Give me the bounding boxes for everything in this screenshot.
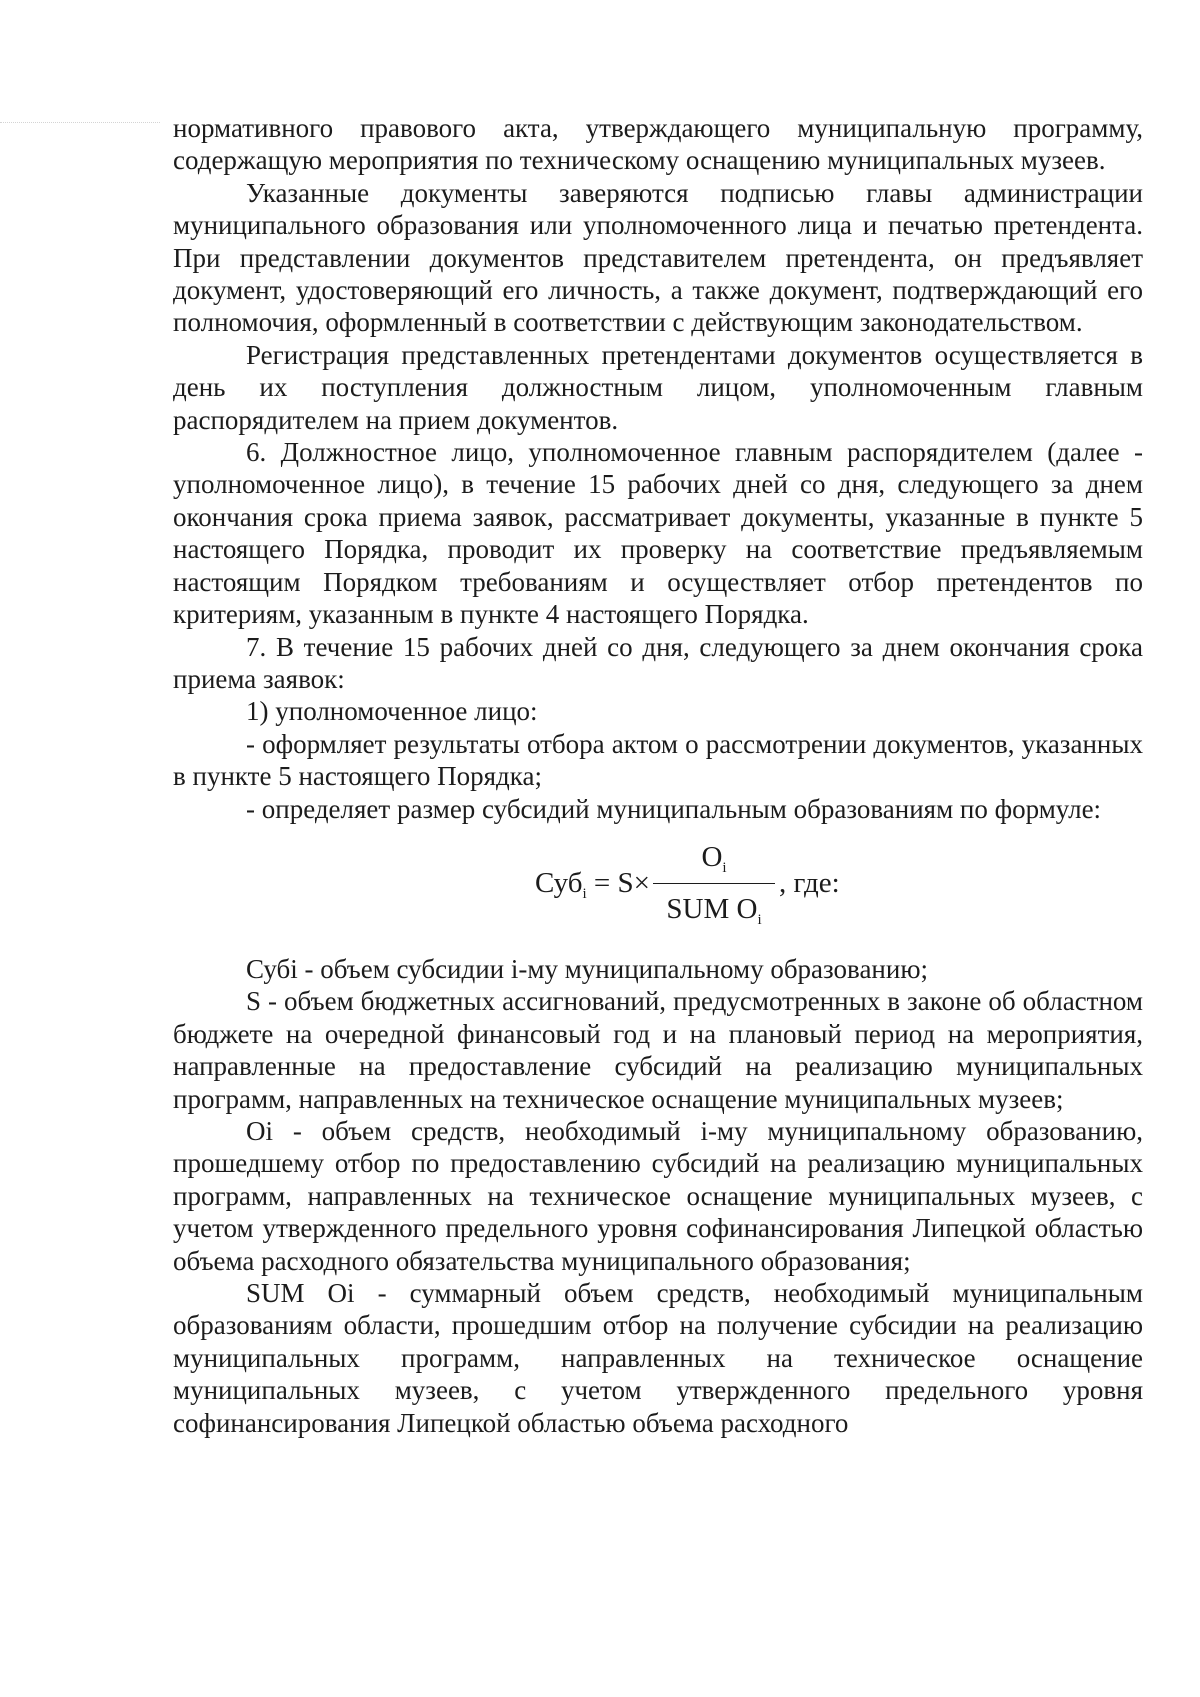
paragraph: 6. Должностное лицо, уполномоченное главным распорядителем (далее - уполномоченное лицо), в течение 15 рабочих дней со дня, следующего за днем окончания срока приема заявок, рассматривает документы, указанные в пункте 5 настоящего Порядка, проводит их проверку на соответствие предъявляемым настоящим Порядком требованиям и осуществляет отбор претендентов по критериям, указанным в пункте 4 настоящего Порядка. [173, 437, 1143, 630]
formula-denominator-symbol: SUM O [666, 892, 758, 925]
formula-equals-s: = S× [586, 866, 651, 899]
paragraph: Регистрация представленных претендентами документов осуществляется в день их поступления должностным лицом, уполномоченным главным распорядителем на прием документов. [173, 339, 1143, 435]
paragraph: 7. В течение 15 рабочих дней со дня, следующего за днем окончания срока приема заявок: [173, 631, 1143, 694]
subsidy-formula [535, 837, 935, 939]
formula-numerator [653, 841, 775, 884]
paragraph: Указанные документы заверяются подписью главы администрации муниципального образования или уполномоченного лица и печатью претендента. При представлении документов представителем претендента, он предъявляет документ, удостоверяющий его личность, а также документ, подтверждающий его полномочия, оформленный в соответствии с действующим законодательством. [173, 177, 1143, 338]
paragraph: Oi - объем средств, необходимый і-му муниципальному образованию, прошедшему отбор по предоставлению субсидий на реализацию муниципальных программ, направленных на техническое оснащение муниципальных музеев, с учетом утвержденного предельного уровня софинансирования Липецкой областью объема расходного обязательства муниципального образования; [173, 1115, 1143, 1276]
formula-numerator-symbol: O [701, 840, 723, 873]
formula-denominator-subscript: i [757, 911, 762, 928]
scan-artifact-line [0, 122, 160, 123]
formula-block [173, 837, 1143, 939]
paragraph: S - объем бюджетных ассигнований, предусмотренных в законе об областном бюджете на очередной финансовый год и на плановый период на мероприятия, направленные на предоставление субсидий на реализацию муниципальных программ, направленных на техническое оснащение муниципальных музеев; [173, 986, 1143, 1114]
formula-fraction [653, 837, 775, 939]
formula-numerator-subscript: i [722, 859, 727, 876]
paragraph: нормативного правового акта, утверждающего муниципальную программу, содержащую мероприятия по техническому оснащению муниципальных музеев. [173, 113, 1143, 176]
document-body [173, 112, 1143, 1439]
formula-lhs-symbol: Суб [535, 866, 583, 899]
fraction-bar [653, 883, 775, 884]
formula-lhs [535, 867, 650, 910]
formula-lhs-subscript: i [582, 885, 587, 902]
formula-denominator [653, 893, 775, 936]
paragraph: - оформляет результаты отбора актом о рассмотрении документов, указанных в пункте 5 настоящего Порядка; [173, 728, 1143, 792]
paragraph: - определяет размер субсидий муниципальным образованиям по формуле: [246, 793, 1102, 824]
paragraph: Субі - объем субсидии і-му муниципальному образованию; [246, 953, 929, 984]
paragraph: SUM Oi - суммарный объем средств, необходимый муниципальным образованиям области, прошедшим отбор на получение субсидии на реализацию муниципальных программ, направленных на техническое оснащение муниципальных музеев, с учетом утвержденного предельного уровня софинансирования Липецкой областью объема расходного [173, 1278, 1143, 1438]
formula-tail: , где: [779, 866, 840, 899]
paragraph: 1) уполномоченное лицо: [246, 696, 538, 727]
